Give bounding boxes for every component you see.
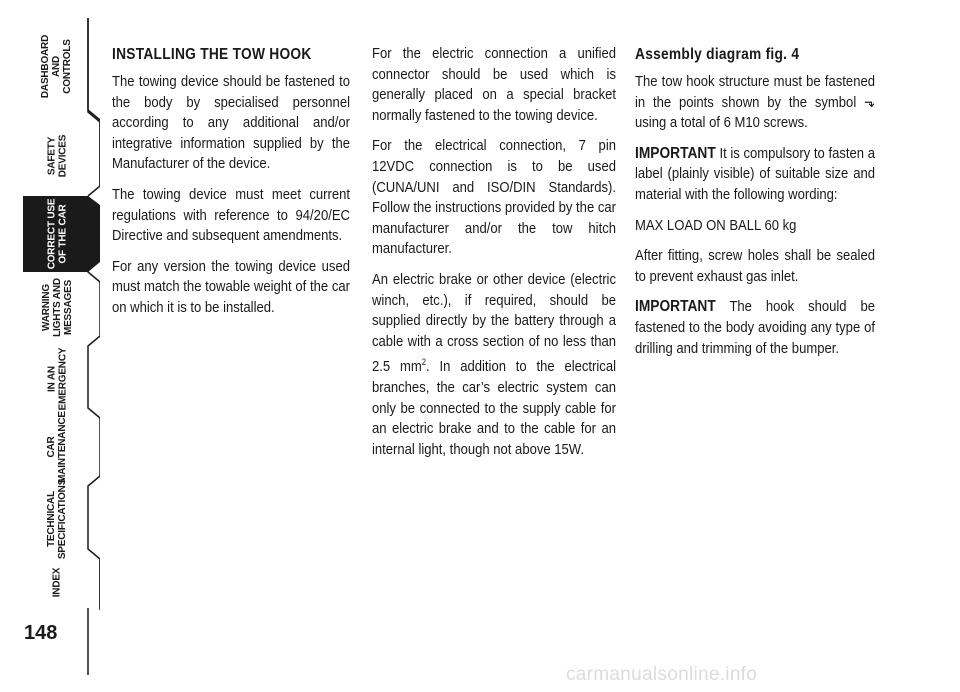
column-1 (112, 44, 350, 329)
paragraph: After fitting, screw holes shall be sealed to prevent exhaust gas inlet. (635, 247, 875, 285)
paragraph: The tow hook structure must be fastened in the points shown by the symbol ⬎ using a total of 6 M10 screws. (635, 73, 875, 132)
column-3 (635, 44, 875, 369)
tab-safety-devices[interactable]: SAFETY DEVICES (45, 134, 68, 178)
tab-technical-specifications[interactable]: TECHNICAL SPECIFICATIONS (46, 478, 69, 560)
section-heading: INSTALLING THE TOW HOOK (112, 46, 312, 63)
tab-in-an-emergency[interactable]: IN AN EMERGENCY (46, 347, 68, 411)
page-number: 148 (24, 622, 58, 644)
fastening-point-symbol-icon: ⬎ (864, 93, 875, 111)
important-label: IMPORTANT (635, 298, 716, 316)
tab-warning-lights-and-messages[interactable]: WARNING LIGHTS AND MESSAGES (40, 277, 74, 337)
paragraph: IMPORTANT It is compulsory to fasten a label (plainly visible) of suitable size and material with the following wording: (635, 144, 875, 203)
paragraph: For any version the towing device used must match the towable weight of the car on which it is to be installed. (112, 257, 350, 316)
tab-index[interactable]: INDEX (51, 567, 63, 597)
tab-car-maintenance[interactable]: CAR MAINTENANCE (46, 411, 68, 483)
column-2 (372, 44, 616, 470)
paragraph: The towing device should be fastened to the body by specialised personnel according to any additional and/or integrative information supplied by the Manufacturer of the device. (112, 73, 350, 173)
paragraph: For the electric connection a unified connector should be used which is generally placed on a special bracket normally fastened to the towing device. (372, 45, 616, 124)
tab-dashboard-and-controls[interactable]: DASHBOARD AND CONTROLS (40, 34, 74, 98)
subsection-heading: Assembly diagram fig. 4 (635, 46, 800, 63)
watermark: carmanualsonline.info (566, 664, 758, 685)
paragraph: IMPORTANT The hook should be fastened to the body avoiding any type of drilling and trimming of the bumper. (635, 298, 875, 357)
paragraph: For the electrical connection, 7 pin 12VDC connection is to be used (CUNA/UNI and ISO/DIN Standards). Follow the instructions provided by the car manufacturer and/or the tow hitch manufacturer. (372, 137, 616, 258)
label-wording: MAX LOAD ON BALL 60 kg (635, 216, 797, 234)
tab-correct-use-of-the-car[interactable]: CORRECT USE OF THE CAR (46, 198, 68, 270)
paragraph: The towing device must meet current regulations with reference to 94/20/EC Directive and subsequent amendments. (112, 185, 350, 245)
section-tab-strip (0, 0, 100, 692)
important-label: IMPORTANT (635, 144, 716, 162)
paragraph: An electric brake or other device (electric winch, etc.), if required, should be supplied directly by the battery through a cable with a cross section of no less than 2.5 $mm^2$. In addition to the electrical branches, the car’s electric system can only be connected to the supply cable for an electric brake and to the cable for an internal light, though not above 15W. (372, 270, 617, 458)
